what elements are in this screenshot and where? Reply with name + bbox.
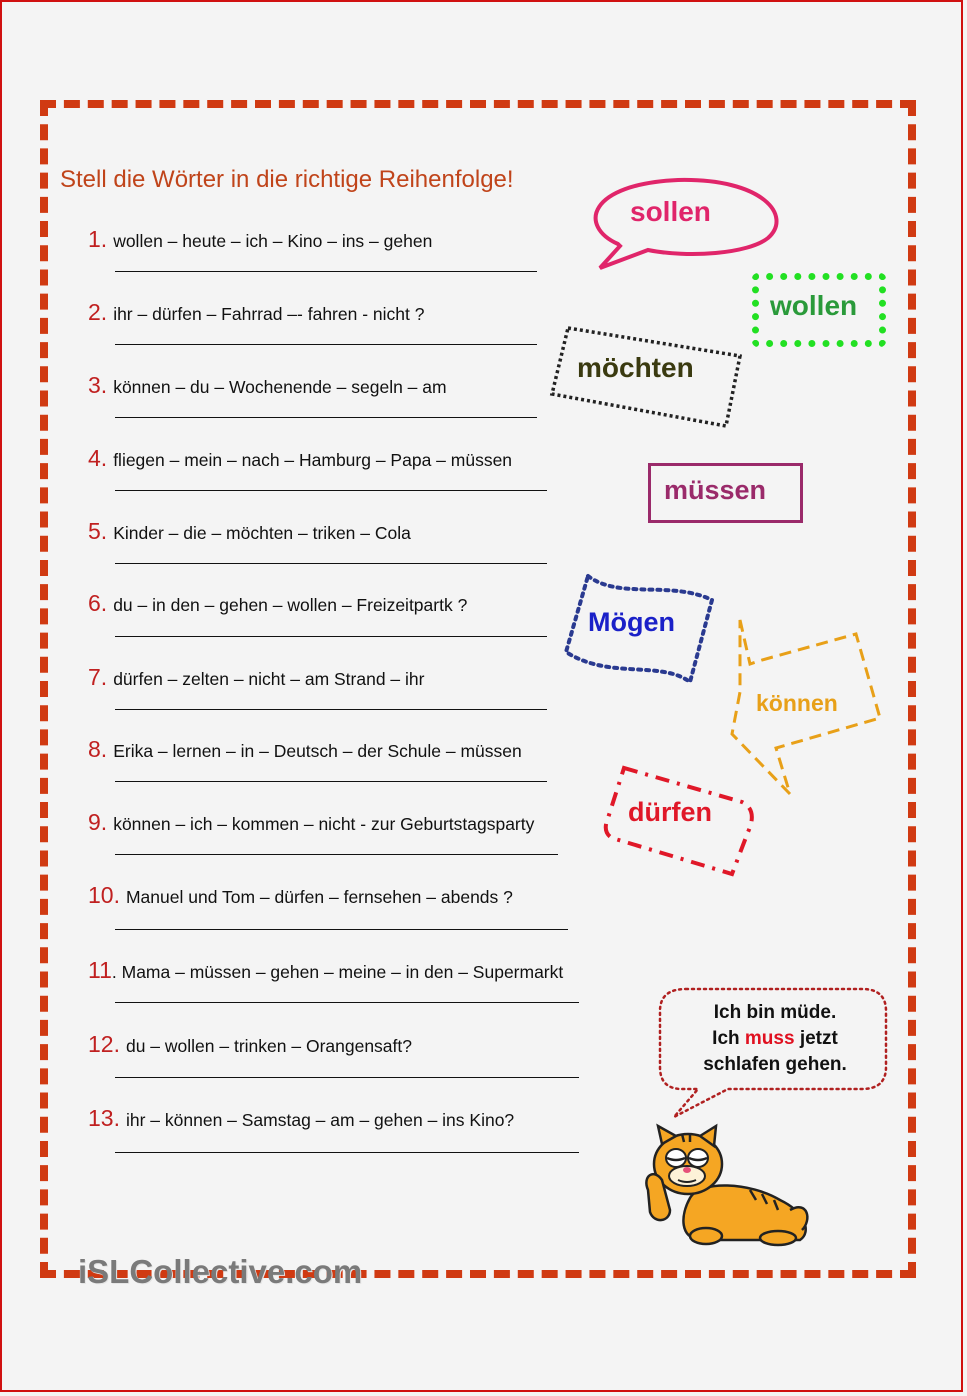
exercise-item	[88, 1105, 608, 1132]
exercise-words: wollen – heute – ich – Kino – ins – gehen	[113, 231, 433, 251]
answer-line[interactable]	[115, 490, 547, 491]
exercise-number: 9.	[88, 809, 108, 835]
modal-word-moechten: möchten	[577, 352, 694, 383]
exercise-item	[88, 809, 608, 836]
speech-highlight: muss	[744, 1028, 795, 1049]
modal-word-wollen: wollen	[770, 290, 858, 321]
exercise-number: 12.	[88, 1031, 120, 1057]
exercise-number: 5.	[88, 518, 108, 544]
exercise-item	[88, 882, 608, 909]
answer-line[interactable]	[115, 1077, 579, 1078]
exercise-number: 2.	[88, 299, 108, 325]
answer-line[interactable]	[115, 417, 537, 418]
exercise-item	[88, 445, 608, 472]
exercise-number: 8.	[88, 736, 108, 762]
exercise-number: 3.	[88, 372, 108, 398]
exercise-item	[88, 590, 608, 617]
garfield-speech-text	[680, 1000, 870, 1078]
exercise-words: Erika – lernen – in – Deutsch – der Schule – müssen	[113, 741, 522, 761]
exercise-words: können – du – Wochenende – segeln – am	[113, 377, 447, 397]
exercise-number: 6.	[88, 590, 108, 616]
exercise-item	[88, 664, 608, 691]
exercise-words: dürfen – zelten – nicht – am Strand – ihr	[113, 669, 425, 689]
exercise-words: fliegen – mein – nach – Hamburg – Papa – müssen	[113, 450, 513, 470]
answer-line[interactable]	[115, 929, 568, 930]
answer-line[interactable]	[115, 1002, 579, 1003]
answer-line[interactable]	[115, 1152, 579, 1153]
watermark: iSLCollective.com	[78, 1253, 363, 1290]
exercise-number: 4.	[88, 445, 108, 471]
exercise-number: 10.	[88, 882, 120, 908]
exercise-item	[88, 957, 608, 984]
answer-line[interactable]	[115, 344, 537, 345]
answer-line[interactable]	[115, 781, 547, 782]
exercise-words: Manuel und Tom – dürfen – fernsehen – abends ?	[125, 887, 513, 907]
exercise-words: du – wollen – trinken – Orangensaft?	[125, 1036, 412, 1056]
exercise-number: 7.	[88, 664, 108, 690]
worksheet-title: Stell die Wörter in die richtige Reihenfolge!	[60, 166, 514, 193]
exercise-item	[88, 1031, 608, 1058]
speech-line-2: Ich muss jetzt	[712, 1028, 838, 1049]
exercise-words: ihr – dürfen – Fahrrad –- fahren - nicht ?	[113, 304, 425, 324]
modal-word-duerfen: dürfen	[628, 797, 712, 827]
exercise-item	[88, 226, 608, 253]
exercise-item	[88, 736, 608, 763]
answer-line[interactable]	[115, 563, 547, 564]
garfield-cat-illustration	[640, 1120, 815, 1245]
speech-line-3: schlafen gehen.	[703, 1054, 847, 1075]
exercise-item	[88, 299, 608, 326]
exercise-number: 11	[88, 957, 112, 983]
answer-line[interactable]	[115, 271, 537, 272]
exercise-words: . Mama – müssen – gehen – meine – in den – Supermarkt	[111, 962, 564, 982]
modal-word-moegen: Mögen	[588, 607, 675, 637]
answer-line[interactable]	[115, 709, 547, 710]
answer-line[interactable]	[115, 854, 558, 855]
exercise-number: 1.	[88, 226, 108, 252]
modal-word-sollen: sollen	[630, 196, 711, 227]
exercise-item	[88, 518, 608, 545]
modal-word-muessen: müssen	[664, 475, 767, 505]
speech-line-1: Ich bin müde.	[713, 1002, 837, 1023]
exercise-number: 13.	[88, 1105, 120, 1131]
answer-line[interactable]	[115, 636, 547, 637]
exercise-item	[88, 372, 608, 399]
exercise-words: du – in den – gehen – wollen – Freizeitpartk ?	[113, 595, 468, 615]
exercise-words: Kinder – die – möchten – triken – Cola	[113, 523, 411, 543]
exercise-words: können – ich – kommen – nicht - zur Geburtstagsparty	[113, 814, 535, 834]
modal-word-koennen: können	[756, 690, 838, 716]
exercise-words: ihr – können – Samstag – am – gehen – ins Kino?	[125, 1110, 515, 1130]
